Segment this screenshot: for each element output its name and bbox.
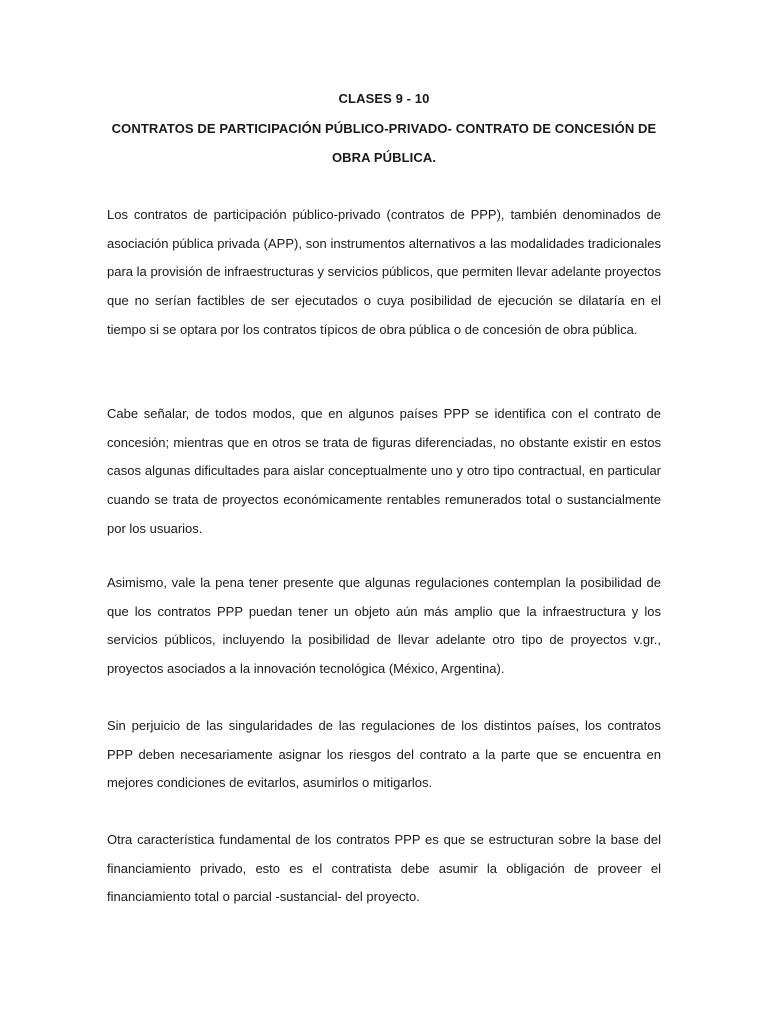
paragraph-private-financing: Otra característica fundamental de los contratos PPP es que se estructuran sobre la base del financiamiento privado, esto es el contratista debe asumir la obligación de proveer el financiamiento total o parcial -sustancial- del proyecto.: [107, 832, 661, 905]
document-subtitle-line1: CONTRATOS DE PARTICIPACIÓN PÚBLICO-PRIVADO- CONTRATO DE CONCESIÓN DE: [111, 121, 657, 136]
document-subtitle-line2: OBRA PÚBLICA.: [331, 150, 437, 165]
paragraph-risk-allocation: Sin perjuicio de las singularidades de las regulaciones de los distintos países, los contratos PPP deben necesariamente asignar los riesgos del contrato a la parte que se encuentra en mejores condiciones de evitarlos, asumirlos o mitigarlos.: [107, 718, 661, 791]
paragraph-concession-comparison: Cabe señalar, de todos modos, que en algunos países PPP se identifica con el contrato de concesión; mientras que en otros se trata de figuras diferenciadas, no obstante existir en estos casos algunas dificultades para aislar conceptualmente uno y otro tipo contractual, en particular cuando se trata de proyectos económicamente rentables remunerados total o sustancialmente por los usuarios.: [107, 406, 661, 536]
paragraph-ppp-definition: Los contratos de participación público-privado (contratos de PPP), también denominados de asociación pública privada (APP), son instrumentos alternativos a las modalidades tradicionales para la provisión de infraestructuras y servicios públicos, que permiten llevar adelante proyectos que no serían factibles de ser ejecutados o cuya posibilidad de ejecución se dilataría en el tiempo si se optara por los contratos típicos de obra pública o de concesión de obra pública.: [107, 207, 661, 337]
paragraph-broader-scope: Asimismo, vale la pena tener presente que algunas regulaciones contemplan la posibilidad de que los contratos PPP puedan tener un objeto aún más amplio que la infraestructura y los servicios públicos, incluyendo la posibilidad de llevar adelante otro tipo de proyectos v.gr., proyectos asociados a la innovación tecnológica (México, Argentina).: [107, 575, 661, 677]
document-title: CLASES 9 - 10: [338, 91, 430, 106]
